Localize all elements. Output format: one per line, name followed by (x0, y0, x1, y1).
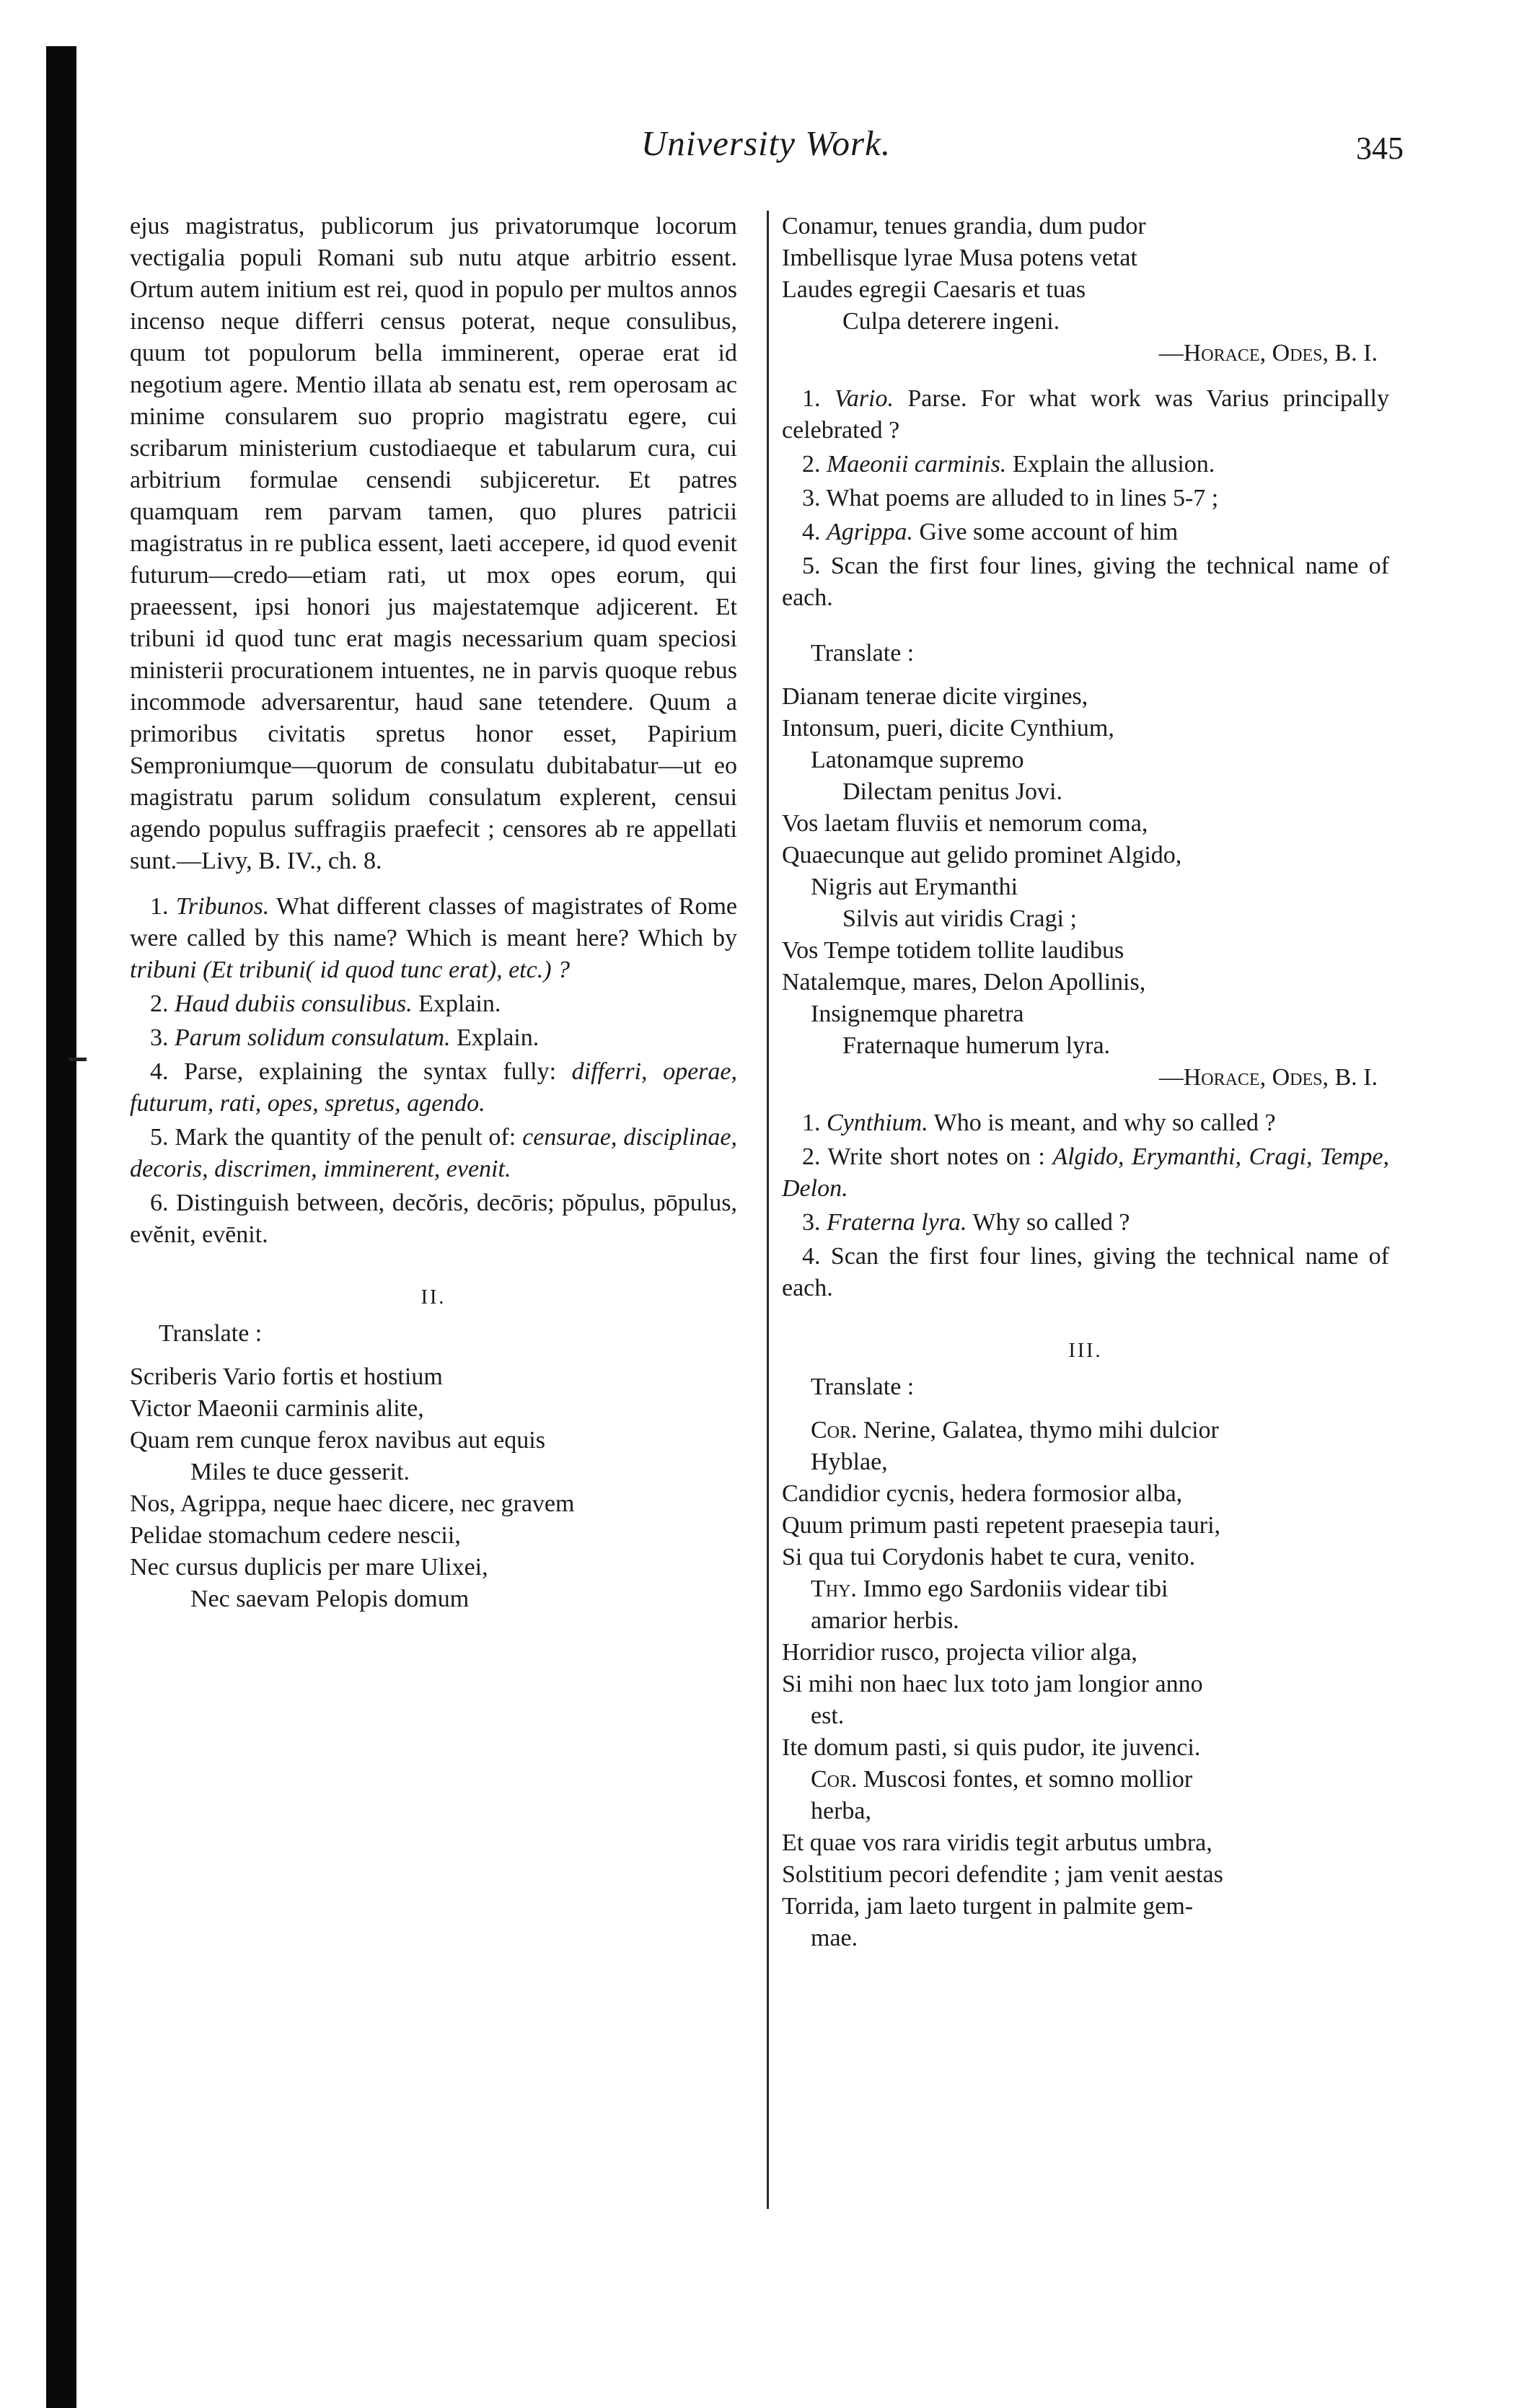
verse-line: Latonamque supremo (811, 747, 1024, 773)
question-number: 2. (150, 990, 169, 1017)
margin-mark (69, 1058, 87, 1061)
verse-line: Et quae vos rara viridis tegit arbutus umbra, (782, 1829, 1212, 1856)
verse-line: Candidior cycnis, hedera formosior alba, (782, 1480, 1183, 1507)
verse-block (130, 1361, 737, 1615)
verse-line: Culpa deterere ingeni. (842, 308, 1060, 335)
question-6 (130, 1187, 737, 1251)
question-3 (130, 1022, 737, 1054)
verse-line: Natalemque, mares, Delon Apollinis, (782, 969, 1146, 996)
right-column (782, 211, 1389, 1954)
verse-text: Muscosi fontes, et somno mollior (857, 1766, 1193, 1793)
question-number: 4. (150, 1058, 169, 1085)
verse-line: Quum primum pasti repetent praesepia tauri, (782, 1512, 1221, 1539)
citation: —Horace, Odes, B. I. (1158, 340, 1378, 366)
question-number: 4. (802, 519, 821, 545)
translate-label: Translate : (159, 1320, 263, 1347)
question-number: 3. (802, 485, 821, 511)
question-text: Scan the first four lines, giving the technical name of each. (782, 553, 1389, 611)
question-number: 1. (150, 893, 169, 920)
verse-line: amarior herbis. (811, 1607, 959, 1634)
citation: —Horace, Odes, B. I. (1158, 1064, 1378, 1091)
verse-line: Fraternaque humerum lyra. (842, 1032, 1111, 1059)
question-term: censurae, disciplinae, decoris, discrimen, imminerent, evenit. (130, 1124, 737, 1182)
question-3 (782, 483, 1389, 514)
question-2 (782, 449, 1389, 480)
verse-line: Ite domum pasti, si quis pudor, ite juvenci. (782, 1734, 1201, 1761)
question-text: Write short notes on : (820, 1143, 1053, 1170)
question-4 (130, 1056, 737, 1120)
question-2 (782, 1141, 1389, 1205)
question-5 (130, 1122, 737, 1185)
verse-line: Dilectam penitus Jovi. (842, 778, 1063, 805)
verse-line: mae. (811, 1925, 858, 1951)
verse-text: Immo ego Sardoniis videar tibi (856, 1576, 1168, 1602)
question-text: What different classes of magistrates of Rome were called by this name? Which is meant here? Which by (130, 893, 737, 952)
speaker-line (782, 1573, 1389, 1605)
question-text: What poems are alluded to in lines 5-7 ; (820, 485, 1219, 511)
question-text: Distinguish between, decŏris, decōris; pŏpulus, pōpulus, evĕnit, evēnit. (130, 1190, 737, 1248)
verse-line: Miles te duce gesserit. (190, 1459, 410, 1485)
question-number: 3. (150, 1024, 169, 1051)
verse-line: herba, (811, 1798, 872, 1824)
question-number: 1. (802, 1109, 821, 1136)
verse-line: Quaecunque aut gelido prominet Algido, (782, 842, 1182, 869)
question-text: Why so called ? (967, 1209, 1130, 1236)
question-text: Give some account of him (912, 519, 1179, 545)
verse-line: Nec cursus duplicis per mare Ulixei, (130, 1554, 488, 1581)
question-number: 3. (802, 1209, 821, 1236)
question-text: Explain the allusion. (1006, 451, 1215, 478)
verse-line: Si qua tui Corydonis habet te cura, venito. (782, 1544, 1196, 1570)
binding-edge (46, 46, 76, 2408)
question-number: 5. (802, 553, 821, 579)
question-term: Agrippa. (827, 519, 913, 545)
translate-label: Translate : (811, 1374, 915, 1400)
question-term: tribuni (Et tribuni( id quod tunc erat), etc.) ? (130, 957, 571, 983)
verse-line: Laudes egregii Caesaris et tuas (782, 276, 1086, 303)
question-number: 5. (150, 1124, 169, 1151)
question-number: 4. (802, 1243, 821, 1270)
verse-line: Vos Tempe totidem tollite laudibus (782, 937, 1124, 964)
section-number: II. (421, 1286, 446, 1309)
verse-line: Silvis aut viridis Cragi ; (842, 905, 1077, 932)
verse-line: Pelidae stomachum cedere nescii, (130, 1522, 461, 1549)
speaker-name: Cor. (811, 1417, 858, 1444)
running-head: University Work. (640, 123, 892, 163)
verse-text: Nerine, Galatea, thymo mihi dulcior (857, 1417, 1219, 1444)
speaker-line (782, 1764, 1389, 1796)
question-1 (782, 1107, 1389, 1139)
question-text: Who is meant, and why so called ? (928, 1109, 1276, 1136)
translate-label: Translate : (811, 640, 915, 667)
question-term: Haud dubiis consulibus. (175, 990, 413, 1017)
verse-line: Intonsum, pueri, dicite Cynthium, (782, 715, 1114, 742)
verse-line: Dianam tenerae dicite virgines, (782, 683, 1088, 710)
speaker-name: Cor. (811, 1766, 858, 1793)
verse-line: Nos, Agrippa, neque haec dicere, nec gravem (130, 1490, 575, 1517)
question-1 (782, 383, 1389, 447)
question-4 (782, 1241, 1389, 1304)
question-2 (130, 988, 737, 1020)
question-3 (782, 1207, 1389, 1239)
left-column (130, 211, 737, 1615)
verse-line: Victor Maeonii carminis alite, (130, 1395, 424, 1422)
section-number: III. (1068, 1340, 1103, 1362)
speaker-name: Thy. (811, 1576, 857, 1602)
question-term: Parum solidum consulatum. (175, 1024, 451, 1051)
question-number: 2. (802, 451, 821, 478)
question-text: Parse, explaining the syntax fully: (168, 1058, 572, 1085)
eclogue-block (782, 1415, 1389, 1954)
verse-block (782, 681, 1389, 1062)
verse-line: Imbellisque lyrae Musa potens vetat (782, 245, 1137, 271)
verse-line: Si mihi non haec lux toto jam longior anno (782, 1671, 1203, 1697)
question-term: Vario. (834, 385, 894, 412)
question-number: 6. (150, 1190, 169, 1216)
page-number: 345 (1356, 131, 1404, 166)
question-text: Mark the quantity of the penult of: (168, 1124, 523, 1151)
question-1 (130, 891, 737, 986)
verse-line: est. (811, 1702, 845, 1729)
verse-line: Solstitium pecori defendite ; jam venit aestas (782, 1861, 1223, 1888)
question-text: Explain. (412, 990, 501, 1017)
verse-block (782, 211, 1389, 338)
question-text: Explain. (450, 1024, 540, 1051)
verse-line: Horridior rusco, projecta vilior alga, (782, 1639, 1137, 1666)
question-number: 2. (802, 1143, 821, 1170)
question-4 (782, 517, 1389, 548)
question-term: Cynthium. (827, 1109, 928, 1136)
verse-line: Conamur, tenues grandia, dum pudor (782, 213, 1146, 240)
verse-line: Nec saevam Pelopis domum (190, 1586, 470, 1612)
verse-line: Scriberis Vario fortis et hostium (130, 1363, 443, 1390)
verse-line: Torrida, jam laeto turgent in palmite gem- (782, 1893, 1194, 1920)
question-term: Maeonii carminis. (827, 451, 1007, 478)
question-text: Scan the first four lines, giving the technical name of each. (782, 1243, 1389, 1301)
question-number: 1. (802, 385, 821, 412)
column-rule (767, 211, 769, 2209)
question-term: Algido, Erymanthi, Cragi, Tempe, Delon. (782, 1143, 1389, 1202)
verse-line: Quam rem cunque ferox navibus aut equis (130, 1427, 545, 1454)
question-5 (782, 550, 1389, 614)
verse-line: Insignemque pharetra (811, 1001, 1024, 1027)
verse-line: Hyblae, (811, 1449, 888, 1475)
question-term: Fraterna lyra. (827, 1209, 967, 1236)
livy-passage: ejus magistratus, publicorum jus privatorumque locorum vectigalia populi Romani sub nutu atque arbitrio essent. Ortum autem initium est rei, quod in populo per multos annos incenso neque differri census poterat, neque consulibus, quum tot populorum bella imminerent, operae erat id negotium agere. Mentio illata ab senatu est, rem operosam ac minime consularem suo proprio magistratu egere, cui scribarum ministerium custodiaeque et tabularum cura, cui arbitrium formulae censendi subjiceretur. Et patres quamquam rem parvam tamen, quo plures patricii magistratus in re publica essent, laeti accepere, id quod evenit futurum—credo—etiam rati, ut mox opes eorum, qui praeessent, ipsi honori jus majestatemque adjicerent. Et tribuni id quod tunc erat magis necessarium quam speciosi ministerii procurationem intuentes, ne in parvis quoque rebus incommode adversarentur, haud sane tetendere. Quum a primoribus civitatis spretus honor esset, Papirium Semproniumque—quorum de consulatu dubitabatur—ut eo magistratu parum solidum consulatum explerent, censui agendo populus suffragiis praefecit ; censores ab re appellati sunt.—Livy, B. IV., ch. 8. (130, 213, 737, 874)
verse-line: Nigris aut Erymanthi (811, 874, 1018, 900)
speaker-line (782, 1415, 1389, 1446)
verse-line: Vos laetam fluviis et nemorum coma, (782, 810, 1148, 837)
question-term: differri, operae, futurum, rati, opes, spretus, agendo. (130, 1058, 737, 1117)
page-header (0, 123, 1532, 180)
question-text: Parse. For what work was Varius principally celebrated ? (782, 385, 1389, 444)
question-term: Tribunos. (175, 893, 270, 920)
